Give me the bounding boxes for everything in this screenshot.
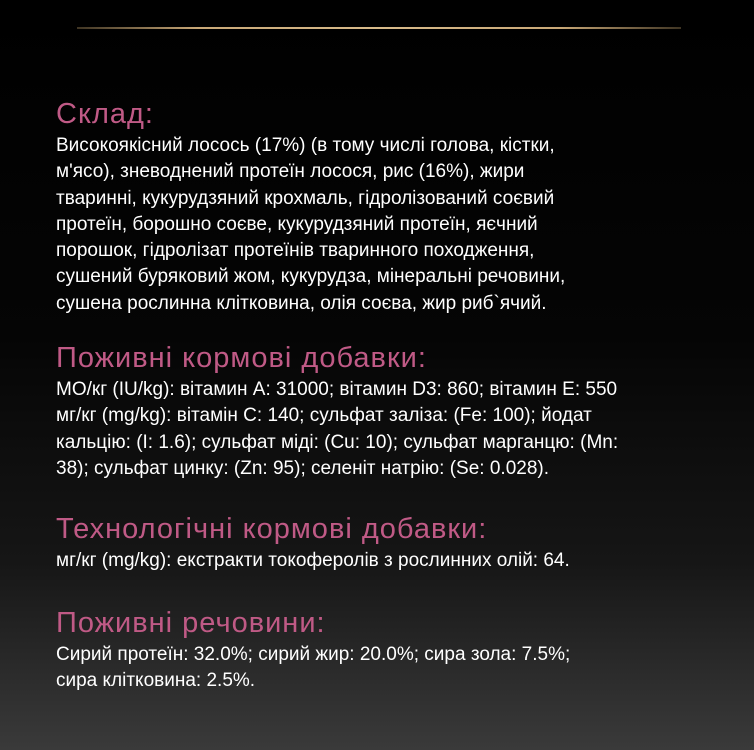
nutrients-section xyxy=(56,604,706,695)
technological-additives-heading: Технологічні кормові добавки: xyxy=(56,513,488,546)
technological-additives-text: мг/кг (mg/kg): екстракти токоферолів з рослинних олій: 64. xyxy=(56,550,570,572)
composition-text: Високоякісний лосось (17%) (в тому числі голова, кістки, м'ясо), зневоднений протеїн лосося, рис (16%), жири тваринні, кукурудзяний крохмаль, гідролізований соєвий протеїн, борошно соєве, кукурудзяний протеїн, яєчний порошок, гідролізат протеїнів тваринного походження, сушений буряковий жом, кукурудза, мінеральні речовини, сушена рослинна клітковина, олія соєва, жир риб`ячий. xyxy=(56,135,566,314)
nutrients-text: Сирий протеїн: 32.0%; сирий жир: 20.0%; сира зола: 7.5%; сира клітковина: 2.5%. xyxy=(56,643,571,691)
composition-section xyxy=(56,95,706,317)
nutrients-heading: Поживні речовини: xyxy=(56,606,326,639)
gold-divider-line xyxy=(77,27,681,29)
product-composition-panel xyxy=(56,95,706,694)
nutritional-additives-heading: Поживні кормові добавки: xyxy=(56,342,427,375)
technological-additives-section xyxy=(56,510,706,574)
composition-heading: Склад: xyxy=(56,98,154,130)
nutritional-additives-text: МО/кг (IU/kg): вітамин A: 31000; вітамин D3: 860; вітамин E: 550 мг/кг (mg/kg): вітамін C: 140; сульфат заліза: (Fe: 100); йодат кальцію: (I: 1.6); сульфат міді: (Cu: 10); сульфат марганцю: (Mn: 38); сульфат цинку: (Zn: 95); селеніт натрію: (Se: 0.028). xyxy=(56,379,619,479)
nutritional-additives-section xyxy=(56,339,706,482)
